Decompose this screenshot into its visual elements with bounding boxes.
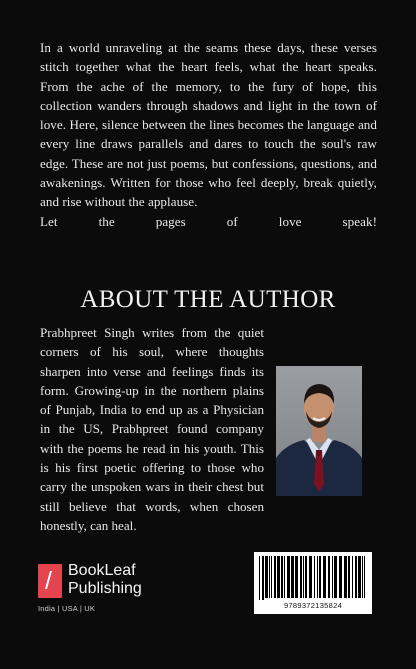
barcode-bar (262, 556, 264, 600)
barcode-bars (259, 556, 367, 600)
author-bio: Prabhpreet Singh writes from the quiet corners of his soul, where thoughts sharpen into verse and feelings finds its form. Growing-up in the northern plains of Punjab, India to end up as a Physician in the US, Prabhpreet found company with the poems he read in his youth. This is his first poetic offering to those who carry the unspoken wars in their chest but still believe that words, when chosen honestly, can heal. (40, 325, 264, 533)
barcode-bar (300, 556, 302, 598)
barcode-bar (348, 556, 350, 598)
publisher-name-line1: BookLeaf (68, 562, 136, 579)
barcode-bar (291, 556, 294, 598)
barcode-bar (352, 556, 353, 598)
barcode-bar (259, 556, 260, 600)
book-blurb (40, 38, 377, 231)
barcode-bar (364, 556, 365, 598)
barcode-bar (319, 556, 321, 598)
barcode-bar (271, 556, 272, 598)
barcode-bar (314, 556, 315, 598)
isbn-number: 9789372135824 (283, 601, 343, 610)
barcode-bar (303, 556, 304, 598)
author-photo (276, 366, 362, 496)
publisher-logo-mark: / (38, 564, 62, 598)
isbn-barcode (254, 552, 372, 614)
barcode-bar (334, 556, 337, 598)
barcode-bar (281, 556, 283, 598)
blurb-paragraph: In a world unraveling at the seams these days, these verses stitch together what the heart feels, what the heart speaks. From the ache of the memory, to the fury of hope, this collection wanders through shadows and light in the town of love. Here, silence between the lines becomes the language and every line draws parallels and dares to touch the soul's raw edge. These are not just poems, but confessions, questions, and awakenings. Written for those who feel deeply, break quietly, and rise without the applause. (40, 40, 377, 210)
barcode-bar (305, 556, 307, 598)
barcode-bar (362, 556, 363, 598)
publisher-name (68, 562, 188, 598)
barcode-bar (355, 556, 357, 598)
barcode-bar (323, 556, 326, 598)
barcode-bar (295, 556, 298, 598)
barcode-bar (344, 556, 347, 598)
barcode-bar (332, 556, 333, 598)
publisher-name-line2: Publishing (68, 580, 142, 597)
barcode-bar (309, 556, 312, 598)
about-author-heading: ABOUT THE AUTHOR (80, 286, 336, 313)
barcode-bar (317, 556, 318, 598)
barcode-bar (274, 556, 276, 598)
barcode-bar (287, 556, 290, 598)
publisher-logo (38, 564, 188, 614)
barcode-bar (284, 556, 285, 598)
blurb-tagline: Let the pages of love speak! (40, 213, 377, 229)
barcode-bar (358, 556, 361, 598)
barcode-bar (328, 556, 330, 598)
barcode-bar (265, 556, 268, 598)
barcode-bar (269, 556, 270, 598)
barcode-bar (277, 556, 280, 598)
publisher-regions: India | USA | UK (38, 604, 96, 613)
barcode-bar (339, 556, 342, 598)
